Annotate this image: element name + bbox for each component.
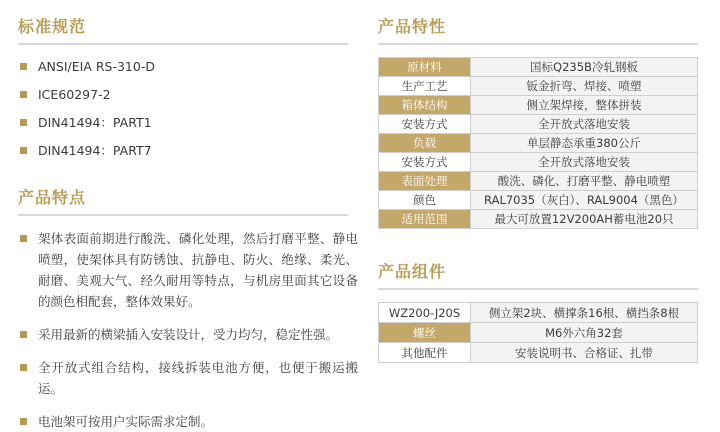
spec-key: 安装方式 [379,115,471,134]
list-item: 采用最新的横梁插入安装设计，受力均匀，稳定性强。 [18,324,358,345]
spec-value: 酸洗、磷化、打磨平整、静电喷塑 [471,172,698,191]
component-value: M6外六角32套 [471,323,698,343]
standards-list [18,57,358,160]
list-item: DIN41494：PART7 [18,141,358,160]
table-row [379,96,698,115]
features-section [18,185,358,432]
features-divider [18,214,348,216]
table-row [379,191,698,210]
list-item: 全开放式组合结构，接线拆装电池方便，也便于搬运搬运。 [18,357,358,399]
list-item: DIN41494：PART1 [18,113,358,132]
list-item: 架体表面前期进行酸洗、磷化处理，然后打磨平整、静电喷塑，使架体具有防锈蚀、抗静电、防火、绝缘、柔光、耐磨、美观大气、经久耐用等特点，与机房里面其它设备的颜色相配套，整体效果好。 [18,228,358,312]
spec-key: 生产工艺 [379,77,471,96]
spec-title: 产品特性 [378,17,447,36]
list-item: 电池架可按用户实际需求定制。 [18,411,358,432]
component-value: 安装说明书、合格证、扎带 [471,343,698,363]
spec-value: 国标Q235B冷轧钢板 [471,58,698,77]
component-key: 螺丝 [379,323,471,343]
features-title: 产品特点 [18,188,87,207]
spec-value: 最大可放置12V200AH蓄电池20只 [471,210,698,229]
spec-table [378,57,698,229]
components-section [378,259,706,363]
table-row [379,58,698,77]
list-item: ICE60297-2 [18,85,358,104]
component-key: 其他配件 [379,343,471,363]
component-value: 侧立架2块、横撑条16根、横挡条8根 [471,303,698,323]
spec-value: RAL7035（灰白）、RAL9004（黑色） [471,191,698,210]
standards-title: 标准规范 [18,17,87,36]
table-row [379,115,698,134]
right-column [370,0,720,417]
spacer [378,229,706,259]
table-row [379,77,698,96]
spec-divider [378,43,698,45]
spec-key: 颜色 [379,191,471,210]
table-row [379,153,698,172]
table-row [379,210,698,229]
spec-section [378,14,706,229]
features-list [18,228,358,432]
spec-key: 原材料 [379,58,471,77]
table-row [379,343,698,363]
component-key: WZ200-J20S [379,303,471,323]
components-title: 产品组件 [378,262,447,281]
components-divider [378,288,698,290]
table-row [379,172,698,191]
spec-key: 表面处理 [379,172,471,191]
spec-key: 负载 [379,134,471,153]
table-row [379,303,698,323]
spacer [18,169,358,185]
spec-value: 钣金折弯、焊接、喷塑 [471,77,698,96]
spec-key: 安装方式 [379,153,471,172]
list-item: ANSI/EIA RS-310-D [18,57,358,76]
components-table [378,302,698,363]
spec-key: 箱体结构 [379,96,471,115]
table-row [379,134,698,153]
spec-value: 全开放式落地安装 [471,115,698,134]
table-row [379,323,698,343]
standards-divider [18,43,348,45]
spec-key: 适用范围 [379,210,471,229]
spec-value: 侧立架焊接，整体拼装 [471,96,698,115]
spec-value: 单层静态承重380公斤 [471,134,698,153]
spec-value: 全开放式落地安装 [471,153,698,172]
standards-section [18,14,358,160]
